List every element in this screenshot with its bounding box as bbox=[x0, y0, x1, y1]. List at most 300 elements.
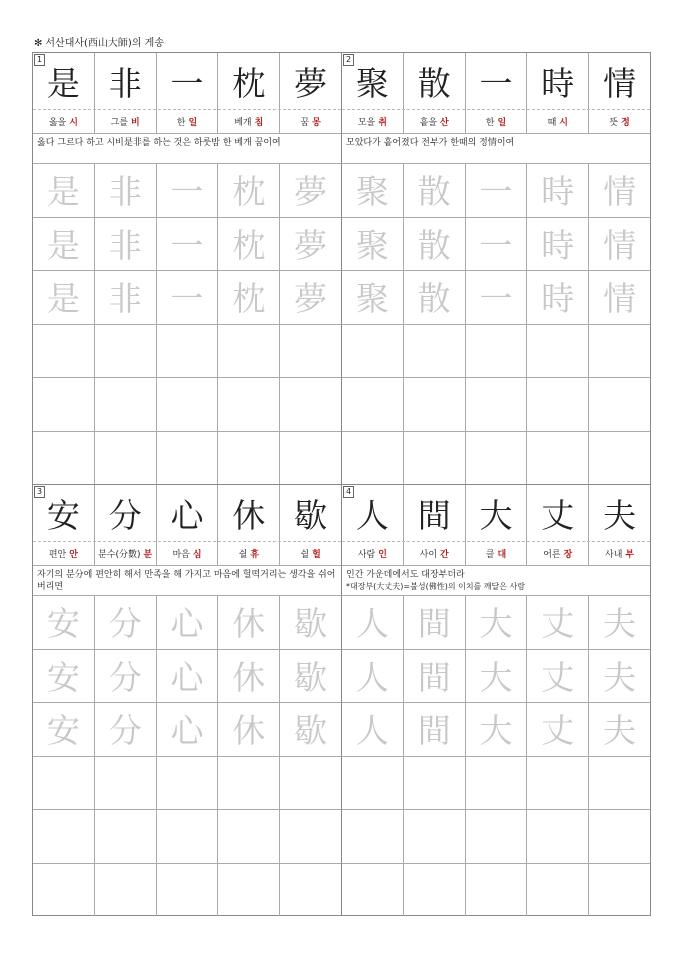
reading-sound: 인 bbox=[378, 549, 387, 560]
reading-sound: 몽 bbox=[312, 117, 321, 128]
reading-meaning: 어른 bbox=[543, 549, 561, 560]
trace-char: 夢 bbox=[294, 225, 328, 265]
reading-label bbox=[49, 547, 78, 560]
asterisk-icon: ✻ bbox=[34, 38, 43, 49]
trace-char: 聚 bbox=[355, 225, 389, 265]
practice-cell[interactable] bbox=[404, 649, 466, 703]
blank-practice-row bbox=[342, 863, 650, 917]
practice-cell[interactable] bbox=[527, 431, 589, 485]
practice-cell[interactable] bbox=[404, 163, 466, 217]
practice-cell[interactable] bbox=[218, 217, 280, 271]
reading-cell bbox=[157, 109, 219, 133]
practice-cell[interactable] bbox=[466, 756, 528, 810]
reading-sound: 비 bbox=[131, 117, 140, 128]
divider bbox=[342, 133, 650, 134]
practice-cell[interactable] bbox=[466, 270, 528, 324]
trace-char: 丈 bbox=[541, 604, 575, 644]
practice-cell[interactable] bbox=[95, 863, 157, 917]
practice-cell[interactable] bbox=[466, 809, 528, 863]
practice-cell[interactable] bbox=[589, 595, 650, 649]
blank-practice-row bbox=[33, 756, 341, 810]
trace-char: 休 bbox=[232, 657, 266, 697]
practice-cell[interactable] bbox=[218, 595, 280, 649]
trace-char: 散 bbox=[417, 172, 451, 212]
practice-cell[interactable] bbox=[95, 595, 157, 649]
main-char-cell bbox=[589, 485, 650, 541]
reading-sound: 산 bbox=[440, 117, 449, 128]
practice-cell[interactable] bbox=[157, 324, 219, 378]
reading-meaning: 뜻 bbox=[609, 117, 619, 128]
practice-cell[interactable] bbox=[466, 649, 528, 703]
reading-cell bbox=[280, 109, 341, 133]
practice-cell[interactable] bbox=[95, 649, 157, 703]
practice-cell[interactable] bbox=[157, 431, 219, 485]
practice-cell[interactable] bbox=[280, 809, 341, 863]
practice-cell[interactable] bbox=[466, 217, 528, 271]
divider bbox=[33, 541, 341, 542]
reading-label bbox=[609, 115, 629, 128]
trace-char: 一 bbox=[479, 225, 513, 265]
reading-sound: 침 bbox=[254, 117, 264, 128]
practice-cell[interactable] bbox=[527, 595, 589, 649]
trace-char: 心 bbox=[170, 711, 204, 751]
practice-cell[interactable] bbox=[404, 217, 466, 271]
trace-row bbox=[33, 217, 341, 271]
reading-label bbox=[172, 547, 201, 560]
trace-char: 安 bbox=[46, 657, 80, 697]
practice-cell[interactable] bbox=[280, 324, 341, 378]
reading-label bbox=[111, 115, 140, 128]
reading-sound: 분 bbox=[143, 549, 153, 560]
main-char-cell bbox=[95, 485, 157, 541]
blank-practice-row bbox=[33, 863, 341, 917]
main-char-cell bbox=[589, 53, 650, 109]
reading-meaning: 옳을 bbox=[48, 117, 67, 128]
reading-meaning: 흩을 bbox=[419, 117, 438, 128]
practice-cell[interactable] bbox=[527, 649, 589, 703]
practice-cell[interactable] bbox=[280, 863, 341, 917]
practice-cell[interactable] bbox=[342, 431, 404, 485]
block-number: 4 bbox=[343, 486, 354, 498]
reading-label bbox=[98, 547, 152, 560]
main-char-row bbox=[342, 53, 650, 109]
practice-cell[interactable] bbox=[342, 270, 404, 324]
hanja-char: 人 bbox=[355, 495, 389, 535]
practice-cell[interactable] bbox=[342, 863, 404, 917]
main-char-cell bbox=[157, 485, 219, 541]
trace-row bbox=[342, 217, 650, 271]
practice-cell[interactable] bbox=[404, 863, 466, 917]
practice-cell[interactable] bbox=[280, 595, 341, 649]
reading-label bbox=[358, 547, 387, 560]
practice-cell[interactable] bbox=[466, 324, 528, 378]
hanja-char: 一 bbox=[479, 63, 513, 103]
reading-sound: 시 bbox=[559, 117, 568, 128]
trace-char: 人 bbox=[355, 604, 389, 644]
reading-meaning: 클 bbox=[485, 549, 495, 560]
hanja-char: 分 bbox=[108, 495, 142, 535]
practice-cell[interactable] bbox=[280, 163, 341, 217]
trace-char: 散 bbox=[417, 279, 451, 319]
trace-char: 一 bbox=[479, 172, 513, 212]
blank-practice-row bbox=[342, 377, 650, 431]
practice-cell[interactable] bbox=[33, 163, 95, 217]
trace-row bbox=[33, 270, 341, 324]
trace-row bbox=[342, 595, 650, 649]
practice-cell[interactable] bbox=[280, 270, 341, 324]
practice-cell[interactable] bbox=[404, 809, 466, 863]
practice-cell[interactable] bbox=[157, 270, 219, 324]
trace-row bbox=[342, 649, 650, 703]
blank-practice-row bbox=[33, 809, 341, 863]
hanja-char: 休 bbox=[232, 495, 266, 535]
trace-char: 聚 bbox=[355, 172, 389, 212]
reading-cell bbox=[342, 541, 404, 565]
blank-practice-row bbox=[33, 377, 341, 431]
trace-char: 枕 bbox=[232, 172, 266, 212]
trace-row bbox=[33, 595, 341, 649]
practice-cell[interactable] bbox=[466, 595, 528, 649]
hanja-char: 情 bbox=[603, 63, 637, 103]
practice-cell[interactable] bbox=[33, 324, 95, 378]
main-char-cell bbox=[404, 53, 466, 109]
reading-meaning: 사내 bbox=[605, 549, 623, 560]
trace-char: 分 bbox=[108, 711, 142, 751]
practice-cell[interactable] bbox=[33, 863, 95, 917]
practice-cell[interactable] bbox=[589, 431, 650, 485]
practice-cell[interactable] bbox=[342, 217, 404, 271]
practice-cell[interactable] bbox=[466, 377, 528, 431]
reading-sound: 심 bbox=[192, 549, 202, 560]
practice-cell[interactable] bbox=[527, 377, 589, 431]
practice-cell[interactable] bbox=[280, 649, 341, 703]
practice-cell[interactable] bbox=[157, 702, 219, 756]
practice-cell[interactable] bbox=[33, 756, 95, 810]
reading-meaning: 분수(分數) bbox=[98, 549, 141, 560]
practice-cell[interactable] bbox=[342, 324, 404, 378]
practice-cell[interactable] bbox=[157, 756, 219, 810]
reading-cell bbox=[33, 541, 95, 565]
practice-cell[interactable] bbox=[33, 809, 95, 863]
practice-cell[interactable] bbox=[157, 163, 219, 217]
reading-row bbox=[342, 109, 650, 133]
meaning-text bbox=[37, 569, 337, 593]
practice-cell[interactable] bbox=[589, 702, 650, 756]
practice-cell[interactable] bbox=[342, 649, 404, 703]
practice-cell[interactable] bbox=[280, 431, 341, 485]
trace-char: 歇 bbox=[294, 657, 328, 697]
practice-cell[interactable] bbox=[280, 756, 341, 810]
reading-cell bbox=[527, 109, 589, 133]
practice-cell[interactable] bbox=[280, 702, 341, 756]
practice-cell[interactable] bbox=[33, 217, 95, 271]
meaning-line: 모았다가 흩어졌다 전부가 한때의 정情이여 bbox=[346, 138, 515, 148]
practice-cell[interactable] bbox=[342, 756, 404, 810]
practice-cell[interactable] bbox=[218, 270, 280, 324]
reading-cell bbox=[95, 541, 157, 565]
meaning-line: 인간 가운데에서도 대장부더라 bbox=[346, 570, 465, 580]
practice-cell[interactable] bbox=[589, 324, 650, 378]
reading-meaning: 사람 bbox=[357, 549, 376, 560]
divider bbox=[33, 133, 341, 134]
trace-char: 人 bbox=[355, 657, 389, 697]
reading-cell bbox=[527, 541, 589, 565]
reading-sound: 장 bbox=[563, 549, 573, 560]
trace-char: 非 bbox=[108, 225, 142, 265]
practice-cell[interactable] bbox=[527, 756, 589, 810]
trace-row bbox=[342, 163, 650, 217]
blank-practice-row bbox=[342, 809, 650, 863]
trace-char: 夢 bbox=[294, 279, 328, 319]
reading-sound: 시 bbox=[69, 117, 78, 128]
trace-char: 一 bbox=[170, 172, 204, 212]
practice-cell[interactable] bbox=[218, 809, 280, 863]
practice-cell[interactable] bbox=[589, 217, 650, 271]
hanja-char: 時 bbox=[541, 63, 575, 103]
hanja-char: 聚 bbox=[355, 63, 389, 103]
practice-cell[interactable] bbox=[280, 217, 341, 271]
reading-cell bbox=[280, 541, 341, 565]
trace-char: 夫 bbox=[603, 711, 637, 751]
block-1 bbox=[33, 53, 342, 484]
practice-cell[interactable] bbox=[527, 217, 589, 271]
practice-cell[interactable] bbox=[95, 809, 157, 863]
reading-meaning: 한 bbox=[485, 117, 495, 128]
divider bbox=[33, 565, 341, 566]
section-2 bbox=[33, 484, 650, 916]
block-number: 2 bbox=[343, 54, 354, 66]
practice-cell[interactable] bbox=[404, 595, 466, 649]
trace-char: 大 bbox=[479, 711, 513, 751]
practice-cell[interactable] bbox=[33, 377, 95, 431]
practice-cell[interactable] bbox=[404, 431, 466, 485]
practice-cell[interactable] bbox=[218, 163, 280, 217]
reading-meaning: 쉴 bbox=[238, 549, 248, 560]
practice-cell[interactable] bbox=[466, 702, 528, 756]
practice-cell[interactable] bbox=[342, 809, 404, 863]
practice-cell[interactable] bbox=[342, 702, 404, 756]
meaning-text bbox=[37, 137, 337, 149]
main-char-cell bbox=[466, 485, 528, 541]
practice-cell[interactable] bbox=[527, 163, 589, 217]
trace-char: 間 bbox=[417, 604, 451, 644]
reading-label bbox=[234, 115, 263, 128]
trace-char: 一 bbox=[170, 279, 204, 319]
hanja-char: 夢 bbox=[294, 63, 328, 103]
practice-cell[interactable] bbox=[404, 377, 466, 431]
practice-cell[interactable] bbox=[218, 649, 280, 703]
practice-cell[interactable] bbox=[95, 702, 157, 756]
trace-row bbox=[342, 702, 650, 756]
practice-cell[interactable] bbox=[404, 702, 466, 756]
practice-cell[interactable] bbox=[527, 324, 589, 378]
practice-cell[interactable] bbox=[95, 431, 157, 485]
divider bbox=[33, 109, 341, 110]
main-char-row bbox=[33, 53, 341, 109]
divider bbox=[342, 109, 650, 110]
reading-row bbox=[33, 541, 341, 565]
main-char-cell bbox=[280, 53, 341, 109]
practice-cell[interactable] bbox=[589, 649, 650, 703]
practice-cell[interactable] bbox=[95, 756, 157, 810]
reading-cell bbox=[95, 109, 157, 133]
reading-label bbox=[420, 547, 449, 560]
practice-cell[interactable] bbox=[466, 431, 528, 485]
trace-row bbox=[33, 163, 341, 217]
practice-cell[interactable] bbox=[527, 702, 589, 756]
practice-cell[interactable] bbox=[342, 163, 404, 217]
practice-cell[interactable] bbox=[218, 324, 280, 378]
trace-char: 歇 bbox=[294, 604, 328, 644]
trace-char: 夫 bbox=[603, 604, 637, 644]
practice-cell[interactable] bbox=[95, 324, 157, 378]
reading-meaning: 마음 bbox=[172, 549, 190, 560]
reading-label bbox=[548, 115, 568, 128]
practice-cell[interactable] bbox=[466, 863, 528, 917]
trace-char: 是 bbox=[46, 172, 80, 212]
reading-sound: 일 bbox=[497, 117, 507, 128]
practice-cell[interactable] bbox=[95, 163, 157, 217]
reading-label bbox=[177, 115, 197, 128]
reading-label bbox=[300, 115, 320, 128]
trace-char: 散 bbox=[417, 225, 451, 265]
practice-cell[interactable] bbox=[33, 270, 95, 324]
main-char-row bbox=[342, 485, 650, 541]
practice-cell[interactable] bbox=[589, 270, 650, 324]
block-number: 3 bbox=[34, 486, 45, 498]
divider bbox=[342, 541, 650, 542]
practice-cell[interactable] bbox=[157, 863, 219, 917]
main-char-cell bbox=[218, 53, 280, 109]
practice-cell[interactable] bbox=[218, 702, 280, 756]
reading-meaning: 사이 bbox=[419, 549, 438, 560]
practice-cell[interactable] bbox=[589, 863, 650, 917]
page-title-text: 서산대사(西山大師)의 게송 bbox=[45, 38, 164, 49]
practice-cell[interactable] bbox=[466, 163, 528, 217]
practice-cell[interactable] bbox=[218, 377, 280, 431]
trace-char: 夫 bbox=[603, 657, 637, 697]
blank-practice-row bbox=[33, 324, 341, 378]
main-char-row bbox=[33, 485, 341, 541]
hanja-char: 安 bbox=[46, 495, 80, 535]
reading-cell bbox=[589, 109, 650, 133]
reading-row bbox=[342, 541, 650, 565]
hanja-char: 枕 bbox=[232, 63, 266, 103]
practice-cell[interactable] bbox=[33, 649, 95, 703]
trace-char: 心 bbox=[170, 657, 204, 697]
practice-cell[interactable] bbox=[218, 431, 280, 485]
practice-cell[interactable] bbox=[33, 702, 95, 756]
trace-char: 情 bbox=[603, 172, 637, 212]
reading-cell bbox=[466, 541, 528, 565]
divider bbox=[342, 565, 650, 566]
practice-cell[interactable] bbox=[218, 756, 280, 810]
reading-label bbox=[486, 115, 506, 128]
meaning-text bbox=[346, 137, 646, 149]
practice-cell[interactable] bbox=[589, 163, 650, 217]
practice-cell[interactable] bbox=[95, 217, 157, 271]
trace-char: 丈 bbox=[541, 657, 575, 697]
trace-char: 間 bbox=[417, 657, 451, 697]
main-char-cell bbox=[404, 485, 466, 541]
trace-char: 休 bbox=[232, 711, 266, 751]
practice-cell[interactable] bbox=[404, 270, 466, 324]
practice-cell[interactable] bbox=[157, 595, 219, 649]
hanja-char: 夫 bbox=[603, 495, 637, 535]
trace-char: 安 bbox=[46, 604, 80, 644]
trace-char: 丈 bbox=[541, 711, 575, 751]
hanja-char: 非 bbox=[108, 63, 142, 103]
practice-cell[interactable] bbox=[404, 324, 466, 378]
trace-char: 情 bbox=[603, 279, 637, 319]
main-char-cell bbox=[95, 53, 157, 109]
trace-char: 分 bbox=[108, 657, 142, 697]
trace-row bbox=[342, 270, 650, 324]
practice-cell[interactable] bbox=[95, 377, 157, 431]
reading-sound: 헐 bbox=[312, 549, 321, 560]
reading-meaning: 때 bbox=[547, 117, 557, 128]
reading-label bbox=[420, 115, 449, 128]
practice-cell[interactable] bbox=[527, 809, 589, 863]
practice-cell[interactable] bbox=[342, 377, 404, 431]
reading-meaning: 그를 bbox=[110, 117, 129, 128]
practice-cell[interactable] bbox=[527, 270, 589, 324]
reading-meaning: 모을 bbox=[357, 117, 376, 128]
practice-cell[interactable] bbox=[218, 863, 280, 917]
practice-cell[interactable] bbox=[157, 809, 219, 863]
reading-cell bbox=[589, 541, 650, 565]
practice-cell[interactable] bbox=[33, 595, 95, 649]
practice-cell[interactable] bbox=[342, 595, 404, 649]
practice-cell[interactable] bbox=[589, 756, 650, 810]
reading-label bbox=[486, 547, 506, 560]
hanja-char: 心 bbox=[170, 495, 204, 535]
reading-sound: 일 bbox=[188, 117, 198, 128]
reading-cell bbox=[157, 541, 219, 565]
practice-cell[interactable] bbox=[157, 649, 219, 703]
practice-cell[interactable] bbox=[157, 377, 219, 431]
practice-cell[interactable] bbox=[404, 756, 466, 810]
trace-char: 休 bbox=[232, 604, 266, 644]
practice-cell[interactable] bbox=[527, 863, 589, 917]
trace-char: 分 bbox=[108, 604, 142, 644]
practice-cell[interactable] bbox=[589, 377, 650, 431]
reading-cell bbox=[404, 109, 466, 133]
block-3 bbox=[33, 485, 342, 916]
reading-cell bbox=[466, 109, 528, 133]
practice-cell[interactable] bbox=[33, 431, 95, 485]
trace-char: 非 bbox=[108, 279, 142, 319]
practice-cell[interactable] bbox=[157, 217, 219, 271]
reading-cell bbox=[218, 109, 280, 133]
main-char-cell bbox=[527, 485, 589, 541]
practice-cell[interactable] bbox=[589, 809, 650, 863]
reading-cell bbox=[33, 109, 95, 133]
reading-row bbox=[33, 109, 341, 133]
main-char-cell bbox=[218, 485, 280, 541]
practice-cell[interactable] bbox=[95, 270, 157, 324]
block-4 bbox=[342, 485, 650, 916]
main-char-cell bbox=[527, 53, 589, 109]
hanja-char: 間 bbox=[417, 495, 451, 535]
trace-char: 時 bbox=[541, 279, 575, 319]
section-1 bbox=[33, 53, 650, 484]
block-number: 1 bbox=[34, 54, 45, 66]
trace-char: 是 bbox=[46, 225, 80, 265]
trace-row bbox=[33, 702, 341, 756]
practice-cell[interactable] bbox=[280, 377, 341, 431]
hanja-char: 歇 bbox=[294, 495, 328, 535]
